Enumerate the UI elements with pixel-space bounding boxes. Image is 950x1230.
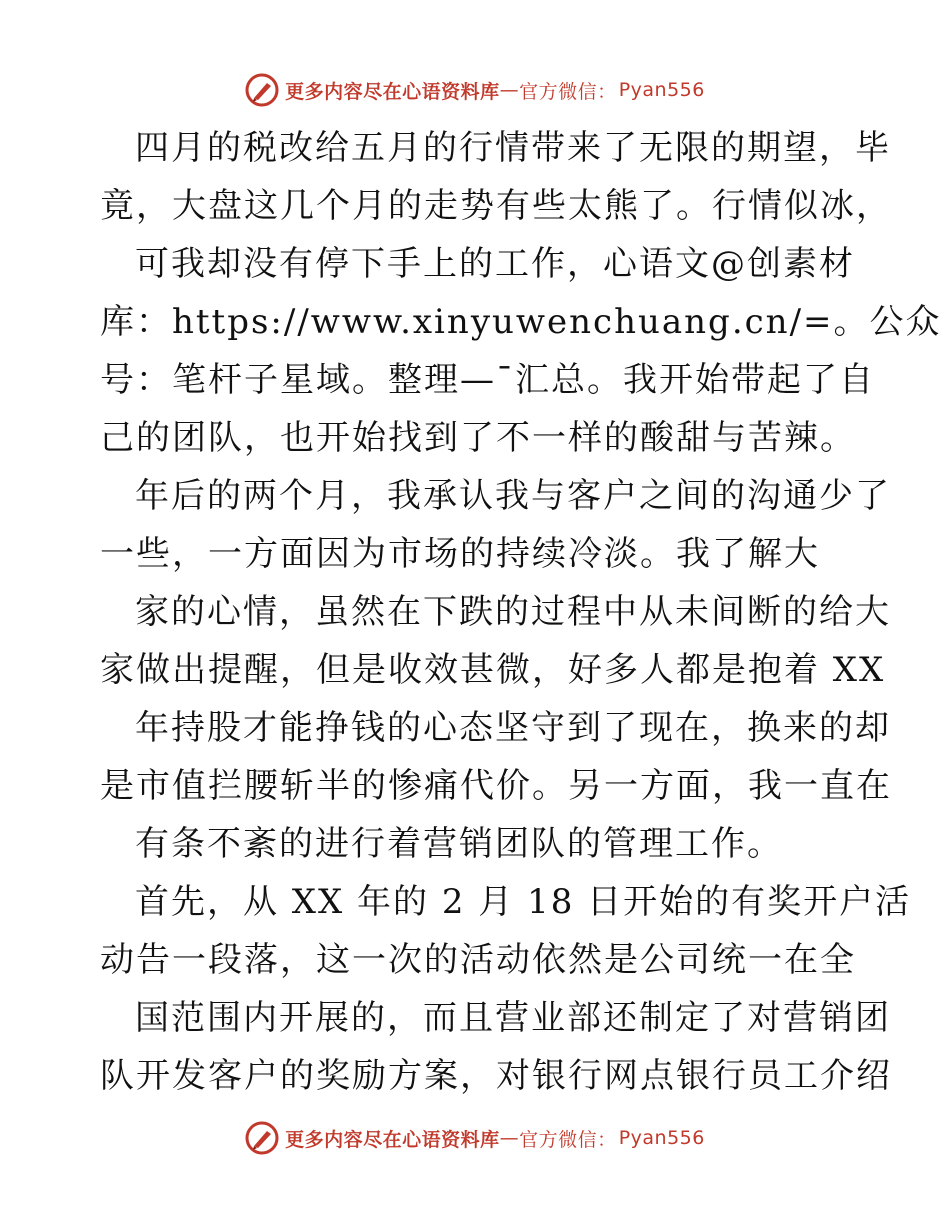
text-line: 队开发客户的奖励方案，对银行网点银行员工介绍 (100, 1056, 892, 1096)
text-line: 家做出提醒，但是收效甚微，好多人都是抱着 XX (100, 650, 886, 690)
text-line: 国范围内开展的，而且营业部还制定了对营销团 (135, 998, 891, 1038)
banner-brand: 更多内容尽在心语资料库 (285, 80, 500, 103)
banner-contact-label: 官方微信： (519, 1128, 617, 1151)
text-line: 家的心情，虽然在下跌的过程中从未间断的给大 (135, 592, 891, 632)
header-banner (0, 70, 950, 110)
text-line: 库：https://www.xinyuwenchuang.cn/=。公众 (100, 302, 942, 342)
banner-handle: Pyan556 (618, 79, 705, 101)
text-line: 号：笔杆子星域。整理—¯汇总。我开始带起了自 (100, 360, 875, 400)
text-line: 年持股才能挣钱的心态坚守到了现在，换来的却 (135, 708, 891, 748)
banner-brand: 更多内容尽在心语资料库 (285, 1128, 500, 1151)
banner-separator: — (499, 1127, 520, 1149)
text-line: 年后的两个月，我承认我与客户之间的沟通少了 (135, 476, 891, 516)
text-line: 一些，一方面因为市场的持续冷淡。我了解大 (100, 534, 820, 574)
pen-logo-icon (245, 1121, 279, 1155)
banner-handle: Pyan556 (618, 1127, 705, 1149)
text-line: 是市值拦腰斩半的惨痛代价。另一方面，我一直在 (100, 766, 892, 806)
text-line: 首先，从 XX 年的 2 月 18 日开始的有奖开户活 (135, 882, 912, 922)
text-line: 动告一段落，这一次的活动依然是公司统一在全 (100, 940, 856, 980)
pen-logo-icon (245, 73, 279, 107)
text-line: 有条不紊的进行着营销团队的管理工作。 (135, 824, 783, 864)
text-line: 四月的税改给五月的行情带来了无限的期望，毕 (135, 128, 891, 168)
text-line: 可我却没有停下手上的工作，心语文@创素材 (135, 244, 855, 284)
text-line: 竟，大盘这几个月的走势有些太熊了。行情似冰， (100, 186, 892, 226)
banner-contact-label: 官方微信： (519, 80, 617, 103)
footer-banner (0, 1118, 950, 1158)
banner-separator: — (499, 79, 520, 101)
text-line: 己的团队，也开始找到了不一样的酸甜与苦辣。 (100, 418, 856, 458)
